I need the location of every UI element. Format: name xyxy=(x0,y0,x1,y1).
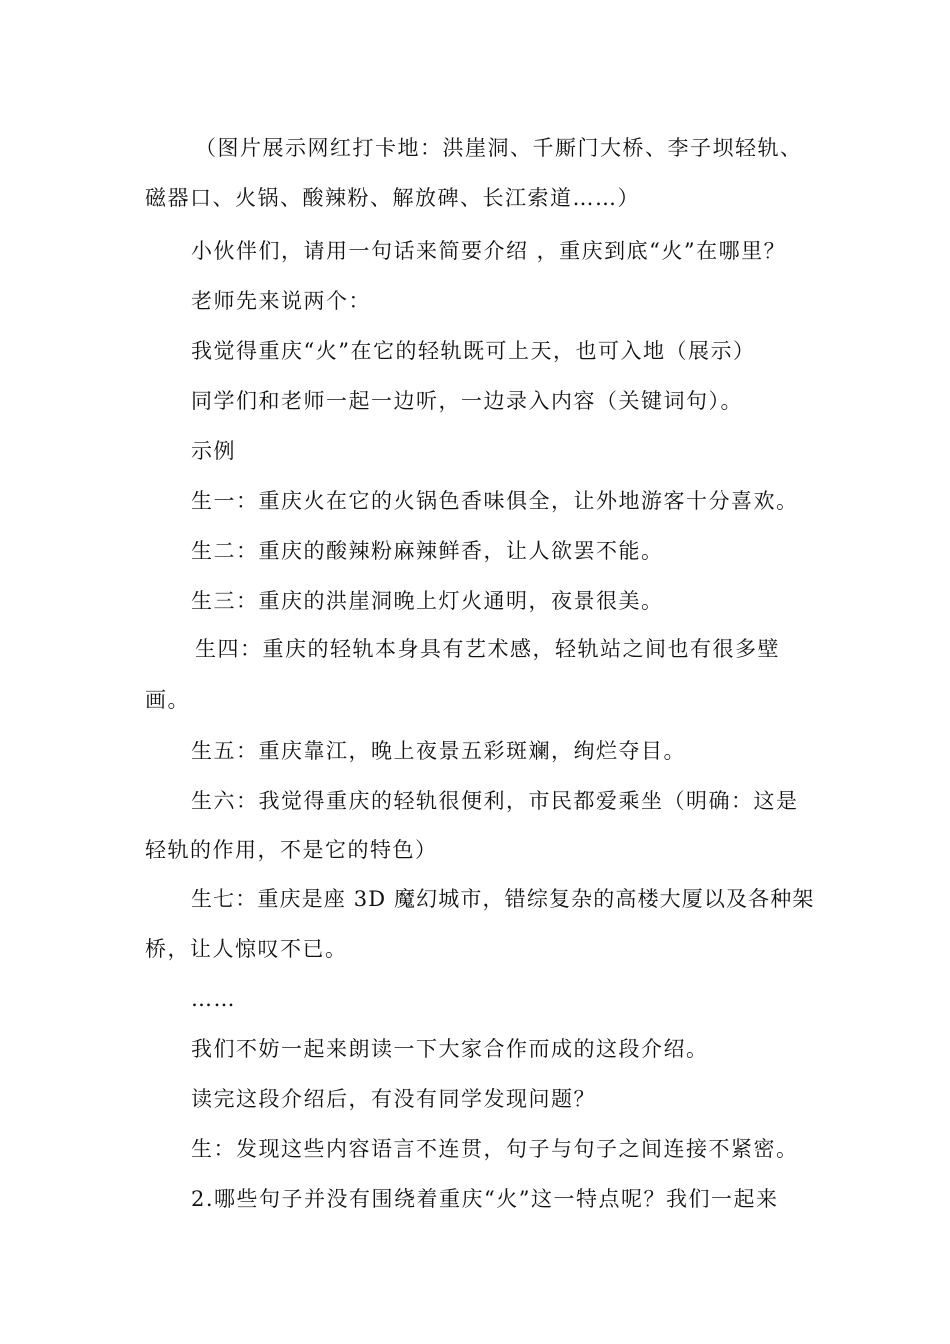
text-line: （图片展示网红打卡地：洪崖洞、千厮门大桥、李子坝轻轨、 xyxy=(195,136,803,160)
text-line: 同学们和老师一起一边听，一边录入内容（关键词句）。 xyxy=(191,389,743,413)
text-line: 生四：重庆的轻轨本身具有艺术感，轻轨站之间也有很多壁 xyxy=(195,637,780,661)
text-line: 我觉得重庆“火”在它的轻轨既可上天，也可入地（展示） xyxy=(191,339,756,363)
text-line: 生七：重庆是座 3D 魔幻城市，错综复杂的高楼大厦以及各种架 xyxy=(191,887,815,911)
text-line: 轻轨的作用，不是它的特色） xyxy=(145,838,438,862)
text-line: 2.哪些句子并没有围绕着重庆“火”这一特点呢？我们一起来 xyxy=(191,1187,779,1211)
text-line: 老师先来说两个： xyxy=(191,289,371,313)
text-line: 生：发现这些内容语言不连贯，句子与句子之间连接不紧密。 xyxy=(191,1137,799,1161)
text-line: 磁器口、火锅、酸辣粉、解放碑、长江索道……） xyxy=(145,186,640,210)
text-line: 我们不妨一起来朗读一下大家合作而成的这段介绍。 xyxy=(191,1037,709,1061)
text-line: 生五：重庆靠江，晚上夜景五彩斑斓，绚烂夺目。 xyxy=(191,739,686,763)
text-line: 生六：我觉得重庆的轻轨很便利，市民都爱乘坐（明确：这是 xyxy=(191,789,799,813)
text-line: 桥，让人惊叹不已。 xyxy=(145,937,348,961)
text-line: 生一：重庆火在它的火锅色香味俱全，让外地游客十分喜欢。 xyxy=(191,489,799,513)
text-line: 画。 xyxy=(145,688,190,712)
text-line: 生三：重庆的洪崖洞晚上灯火通明，夜景很美。 xyxy=(191,589,664,613)
text-line: …… xyxy=(191,987,236,1011)
text-line: 读完这段介绍后，有没有同学发现问题？ xyxy=(191,1087,596,1111)
text-line: 小伙伴们，请用一句话来简要介绍 ，重庆到底“火”在哪里？ xyxy=(191,239,787,263)
text-line: 示例 xyxy=(191,439,236,463)
text-line: 生二：重庆的酸辣粉麻辣鲜香，让人欲罢不能。 xyxy=(191,539,664,563)
